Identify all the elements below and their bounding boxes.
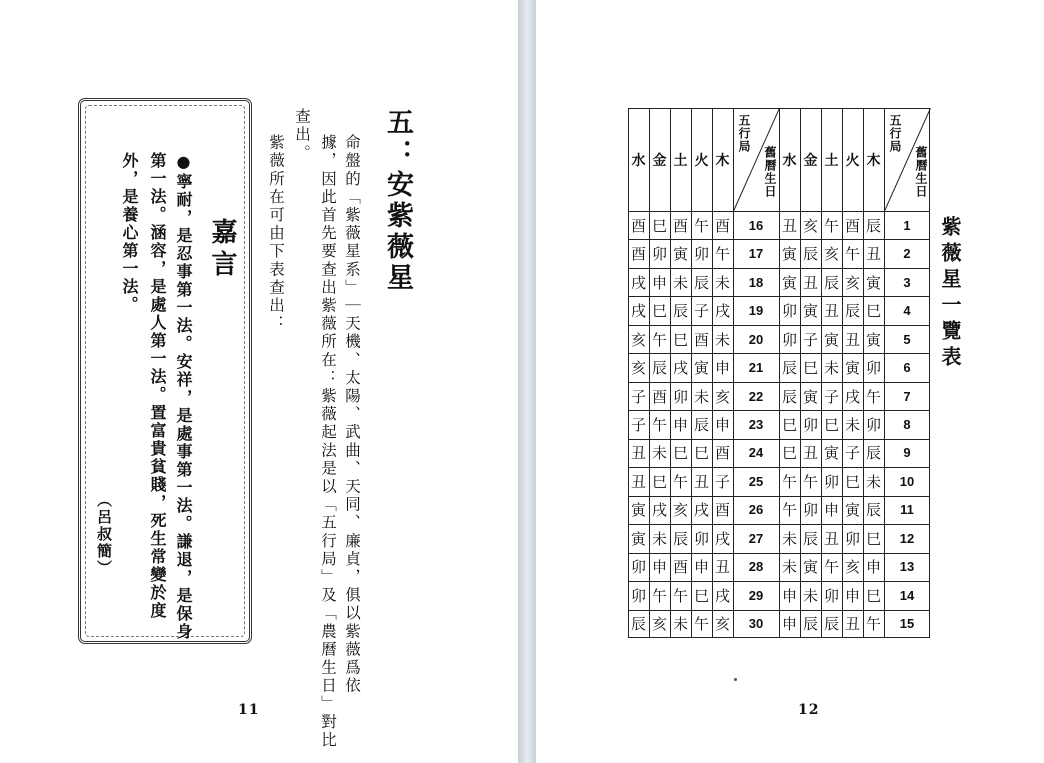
table-cell: 寅 [781, 245, 797, 264]
table-cell: 戌 [714, 302, 730, 321]
body-column-1: 命盤的「紫薇星系」｜天機、太陽、武曲、天同、廉貞，俱以紫薇爲依 [343, 134, 361, 696]
table-cell: 午 [651, 415, 667, 434]
table-cell: 寅 [630, 501, 646, 520]
table-cell: 未 [651, 444, 667, 463]
table-cell: 亥 [630, 359, 646, 378]
day-number-cell: 2 [903, 246, 911, 262]
table-cell: 寅 [802, 558, 818, 577]
table-cell: 辰 [865, 444, 881, 463]
header-birthday-label: 舊曆生日 [763, 146, 777, 198]
table-cell: 午 [693, 615, 709, 634]
header-element-木: 木 [715, 152, 730, 169]
table-cell: 未 [651, 529, 667, 548]
table-cell: 卯 [802, 501, 818, 520]
table-cell: 巳 [651, 216, 667, 235]
table-cell: 丑 [781, 216, 797, 235]
header-element-火: 火 [845, 152, 860, 169]
table-cell: 午 [651, 586, 667, 605]
table-cell: 巳 [651, 472, 667, 491]
table-cell: 酉 [844, 216, 860, 235]
table-cell: 卯 [781, 330, 797, 349]
table-cell: 辰 [823, 615, 839, 634]
table-cell: 辰 [630, 615, 646, 634]
table-cell: 亥 [714, 387, 730, 406]
table-cell: 巳 [781, 444, 797, 463]
day-number-cell: 4 [903, 303, 911, 319]
table-cell: 酉 [630, 216, 646, 235]
table-cell: 辰 [781, 387, 797, 406]
table-cell: 子 [844, 444, 860, 463]
table-cell: 亥 [802, 216, 818, 235]
table-cell: 酉 [651, 387, 667, 406]
page-12 [536, 0, 1044, 763]
table-cell: 丑 [844, 615, 860, 634]
table-cell: 戌 [630, 273, 646, 292]
table-cell: 子 [630, 415, 646, 434]
table-cell: 卯 [693, 529, 709, 548]
table-cell: 午 [844, 245, 860, 264]
table-cell: 申 [844, 586, 860, 605]
table-cell: 未 [714, 330, 730, 349]
page-11 [0, 0, 518, 763]
table-cell: 丑 [844, 330, 860, 349]
table-cell: 午 [823, 558, 839, 577]
table-cell: 辰 [802, 529, 818, 548]
table-cell: 卯 [781, 302, 797, 321]
table-cell: 未 [865, 472, 881, 491]
table-cell: 午 [651, 330, 667, 349]
table-cell: 未 [844, 415, 860, 434]
body-column-4: 紫薇所在可由下表查出： [267, 134, 285, 334]
table-cell: 寅 [693, 359, 709, 378]
table-cell: 亥 [844, 558, 860, 577]
day-number-cell: 14 [899, 587, 915, 603]
table-cell: 亥 [714, 615, 730, 634]
table-cell: 辰 [672, 302, 688, 321]
table-cell: 巳 [823, 415, 839, 434]
table-cell: 寅 [844, 501, 860, 520]
table-cell: 戌 [651, 501, 667, 520]
table-cell: 辰 [865, 501, 881, 520]
table-cell: 巳 [865, 529, 881, 548]
table-cell: 辰 [823, 273, 839, 292]
day-number-cell: 8 [903, 416, 911, 432]
table-cell: 午 [693, 216, 709, 235]
table-cell: 戌 [693, 501, 709, 520]
quote-column-1: ●寧耐，是忍事第一法。安祥，是處事第一法。謙退，是保身 [174, 152, 193, 641]
table-cell: 卯 [865, 415, 881, 434]
day-number-cell: 26 [748, 502, 764, 518]
ziwei-lookup-table [628, 108, 930, 638]
table-cell: 亥 [630, 330, 646, 349]
table-cell: 巳 [844, 472, 860, 491]
day-number-cell: 28 [748, 559, 764, 575]
table-cell: 丑 [823, 302, 839, 321]
table-cell: 丑 [802, 444, 818, 463]
table-cell: 巳 [865, 302, 881, 321]
table-cell: 未 [802, 586, 818, 605]
table-cell: 卯 [630, 558, 646, 577]
quote-column-3: 外，是養心第一法。 [120, 152, 139, 314]
table-cell: 酉 [630, 245, 646, 264]
header-wuxing-label: 五行局 [737, 114, 751, 153]
table-cell: 申 [651, 558, 667, 577]
table-cell: 未 [781, 529, 797, 548]
table-cell: 卯 [630, 586, 646, 605]
table-cell: 卯 [693, 245, 709, 264]
page-number: 12 [798, 702, 820, 718]
table-cell: 丑 [865, 245, 881, 264]
table-cell: 申 [714, 359, 730, 378]
quote-column-2: 第一法。涵容，是處人第一法。置富貴貧賤，死生常變於度 [148, 152, 167, 620]
table-cell: 丑 [630, 472, 646, 491]
day-number-cell: 1 [903, 217, 911, 233]
table-cell: 卯 [672, 387, 688, 406]
table-cell: 巳 [672, 330, 688, 349]
table-cell: 寅 [844, 359, 860, 378]
table-cell: 戌 [630, 302, 646, 321]
table-cell: 亥 [844, 273, 860, 292]
table-cell: 巳 [672, 444, 688, 463]
table-cell: 申 [781, 586, 797, 605]
table-cell: 辰 [672, 529, 688, 548]
day-number-cell: 20 [748, 331, 764, 347]
table-cell: 辰 [781, 359, 797, 378]
day-number-cell: 5 [903, 331, 911, 347]
table-cell: 卯 [844, 529, 860, 548]
day-number-cell: 29 [748, 587, 764, 603]
day-number-cell: 15 [899, 616, 915, 632]
table-cell: 辰 [844, 302, 860, 321]
table-cell: 午 [865, 615, 881, 634]
table-cell: 亥 [651, 615, 667, 634]
table-cell: 丑 [630, 444, 646, 463]
table-cell: 卯 [651, 245, 667, 264]
table-cell: 酉 [693, 330, 709, 349]
table-cell: 丑 [693, 472, 709, 491]
day-number-cell: 25 [748, 473, 764, 489]
quote-title: 嘉言 [207, 218, 237, 282]
table-cell: 酉 [714, 501, 730, 520]
table-cell: 午 [865, 387, 881, 406]
table-cell: 辰 [802, 615, 818, 634]
table-cell: 卯 [823, 586, 839, 605]
table-cell: 未 [781, 558, 797, 577]
header-element-土: 土 [673, 152, 688, 169]
table-cell: 丑 [823, 529, 839, 548]
table-cell: 酉 [672, 216, 688, 235]
body-column-3: 查出。 [293, 108, 311, 163]
table-cell: 午 [823, 216, 839, 235]
table-cell: 子 [823, 387, 839, 406]
day-number-cell: 6 [903, 360, 911, 376]
table-cell: 寅 [802, 302, 818, 321]
table-cell: 寅 [630, 529, 646, 548]
table-title: 紫薇星一覽表 [938, 216, 962, 372]
day-number-cell: 16 [748, 217, 764, 233]
table-cell: 辰 [693, 415, 709, 434]
body-column-2: 據，因此首先要查出紫薇所在：紫薇起法是以「五行局」及「農曆生日」對比 [319, 134, 337, 750]
table-cell: 未 [823, 359, 839, 378]
quote-author: （呂叔簡） [95, 492, 113, 577]
table-cell: 卯 [823, 472, 839, 491]
day-number-cell: 18 [748, 274, 764, 290]
table-cell: 巳 [651, 302, 667, 321]
table-cell: 寅 [781, 273, 797, 292]
table-cell: 寅 [865, 273, 881, 292]
day-number-cell: 7 [903, 388, 911, 404]
table-cell: 子 [630, 387, 646, 406]
table-cell: 辰 [865, 216, 881, 235]
day-number-cell: 30 [748, 616, 764, 632]
day-number-cell: 11 [900, 502, 914, 518]
table-cell: 卯 [865, 359, 881, 378]
table-cell: 亥 [672, 501, 688, 520]
table-cell: 申 [823, 501, 839, 520]
table-cell: 寅 [672, 245, 688, 264]
day-number-cell: 24 [748, 445, 764, 461]
table-cell: 午 [802, 472, 818, 491]
table-cell: 戌 [714, 586, 730, 605]
table-cell: 午 [781, 501, 797, 520]
table-cell: 寅 [823, 330, 839, 349]
book-gutter [518, 0, 536, 763]
table-cell: 酉 [714, 444, 730, 463]
table-cell: 丑 [802, 273, 818, 292]
table-cell: 寅 [802, 387, 818, 406]
day-number-cell: 13 [899, 559, 915, 575]
header-element-金: 金 [803, 152, 818, 169]
day-number-cell: 21 [748, 360, 764, 376]
table-cell: 午 [672, 472, 688, 491]
header-element-土: 土 [824, 152, 839, 169]
table-cell: 巳 [802, 359, 818, 378]
table-cell: 丑 [714, 558, 730, 577]
table-cell: 寅 [823, 444, 839, 463]
day-number-cell: 10 [899, 473, 915, 489]
table-cell: 巳 [781, 415, 797, 434]
table-cell: 未 [672, 273, 688, 292]
table-cell: 亥 [823, 245, 839, 264]
table-cell: 申 [672, 415, 688, 434]
header-element-金: 金 [652, 152, 667, 169]
table-cell: 申 [693, 558, 709, 577]
header-wuxing-label: 五行局 [888, 114, 902, 153]
table-cell: 酉 [672, 558, 688, 577]
table-cell: 子 [714, 472, 730, 491]
day-number-cell: 3 [903, 274, 911, 290]
table-cell: 戌 [672, 359, 688, 378]
table-cell: 辰 [802, 245, 818, 264]
table-cell: 巳 [693, 444, 709, 463]
table-cell: 酉 [714, 216, 730, 235]
header-element-水: 水 [631, 152, 646, 169]
table-cell: 申 [714, 415, 730, 434]
table-cell: 戌 [844, 387, 860, 406]
day-number-cell: 27 [748, 530, 764, 546]
day-number-cell: 12 [899, 530, 915, 546]
table-cell: 申 [651, 273, 667, 292]
table-cell: 未 [672, 615, 688, 634]
day-number-cell: 19 [748, 303, 764, 319]
table-cell: 午 [672, 586, 688, 605]
table-cell: 午 [714, 245, 730, 264]
header-element-水: 水 [782, 152, 797, 169]
day-number-cell: 23 [748, 416, 764, 432]
table-cell: 辰 [651, 359, 667, 378]
day-number-cell: 22 [748, 388, 764, 404]
table-cell: 子 [693, 302, 709, 321]
table-cell: 子 [802, 330, 818, 349]
table-cell: 卯 [802, 415, 818, 434]
table-cell: 巳 [865, 586, 881, 605]
table-cell: 寅 [865, 330, 881, 349]
page-number: 11 [238, 702, 260, 718]
table-cell: 未 [693, 387, 709, 406]
header-element-木: 木 [866, 152, 881, 169]
day-number-cell: 9 [903, 445, 911, 461]
day-number-cell: 17 [748, 246, 764, 262]
table-cell: 辰 [693, 273, 709, 292]
print-speck [734, 678, 737, 681]
header-birthday-label: 舊曆生日 [914, 146, 928, 198]
table-cell: 戌 [714, 529, 730, 548]
table-cell: 午 [781, 472, 797, 491]
table-cell: 申 [781, 615, 797, 634]
table-cell: 未 [714, 273, 730, 292]
section-title: 五：安紫薇星 [382, 108, 413, 294]
header-element-火: 火 [694, 152, 709, 169]
table-cell: 申 [865, 558, 881, 577]
table-cell: 巳 [693, 586, 709, 605]
